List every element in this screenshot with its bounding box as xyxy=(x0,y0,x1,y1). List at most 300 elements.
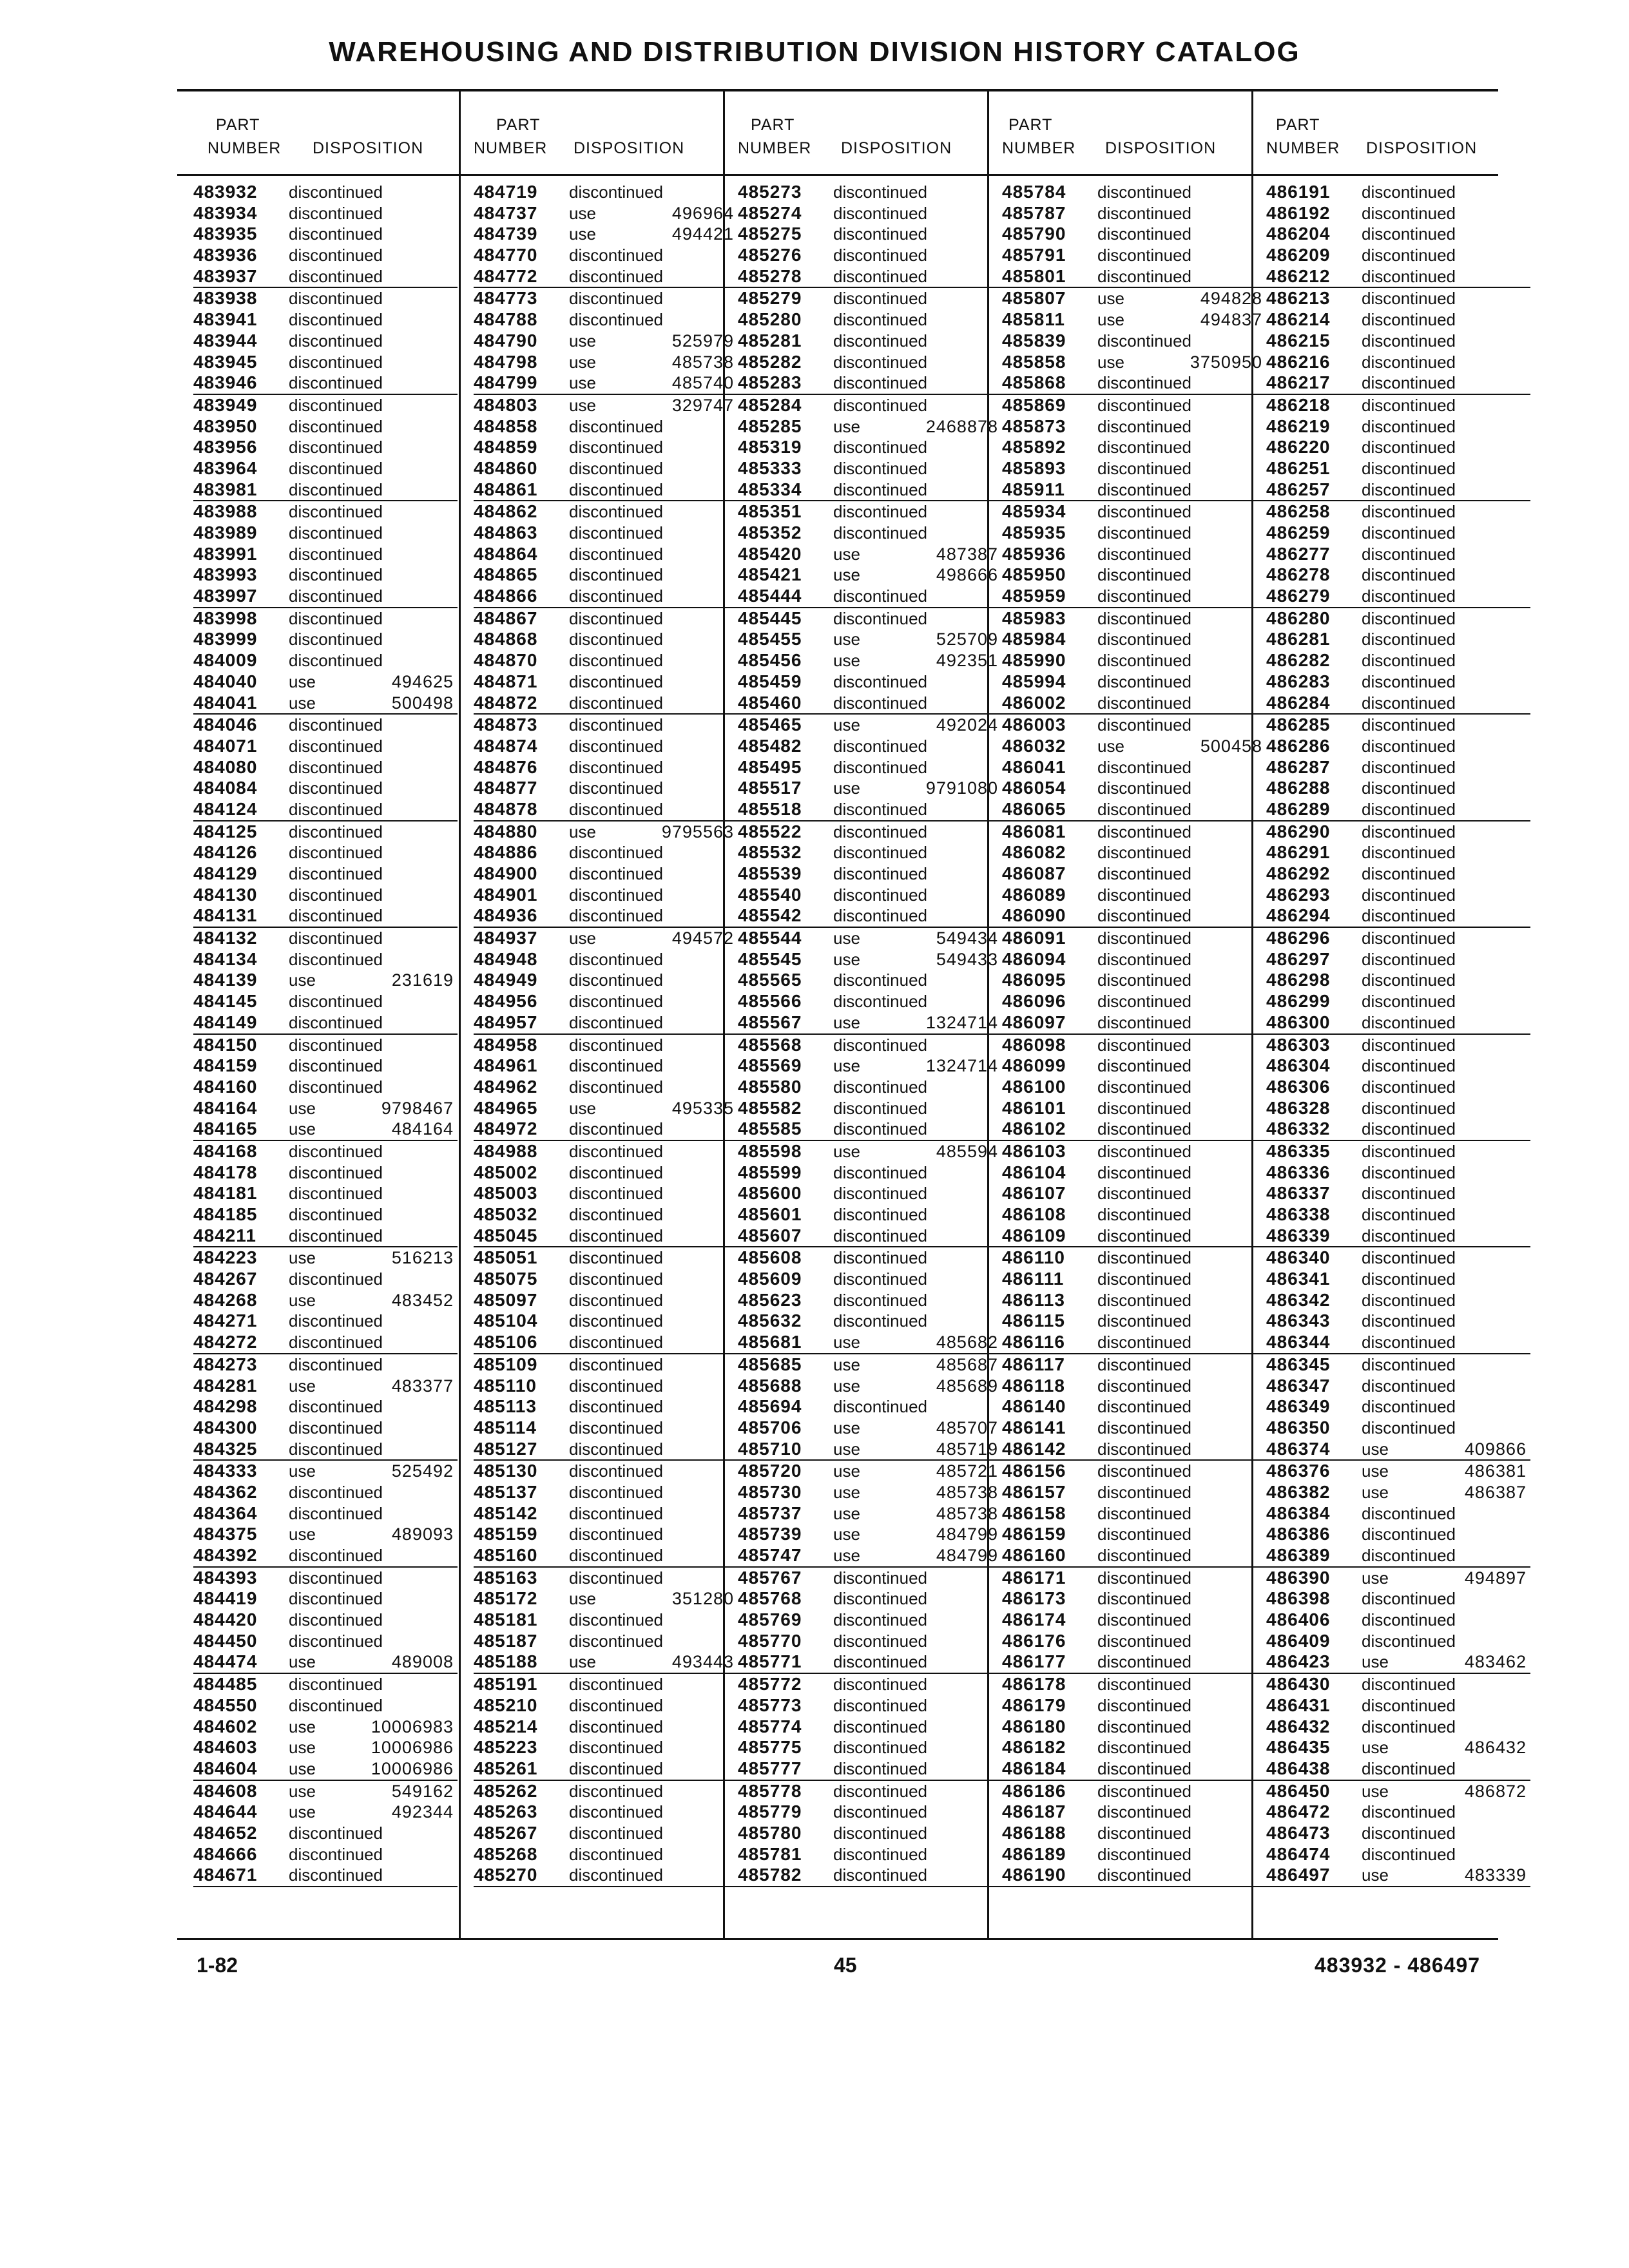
disposition: discontinued xyxy=(833,373,927,393)
catalog-entry xyxy=(738,1012,1002,1033)
part-number: 484602 xyxy=(193,1716,258,1736)
disposition: discontinued xyxy=(569,1844,663,1864)
catalog-entry xyxy=(474,1524,738,1545)
catalog-entry xyxy=(738,757,1002,778)
catalog-entry xyxy=(738,1439,1002,1460)
entry-group xyxy=(1266,1674,1530,1780)
replacement-part-number: 485594 xyxy=(936,1141,998,1161)
disposition: discontinued xyxy=(833,864,927,883)
disposition: discontinued xyxy=(569,671,663,691)
catalog-entry xyxy=(738,1503,1002,1524)
part-number: 484872 xyxy=(474,692,538,713)
disposition: discontinued xyxy=(289,586,383,606)
catalog-entry xyxy=(193,1396,458,1418)
entry-group xyxy=(1266,1461,1530,1567)
part-number: 486179 xyxy=(1002,1695,1066,1715)
catalog-entry xyxy=(193,970,458,991)
part-number: 484273 xyxy=(193,1354,258,1374)
disposition: discontinued xyxy=(1362,1162,1456,1182)
disposition-use: use xyxy=(1097,310,1124,330)
catalog-entry xyxy=(474,991,738,1012)
catalog-entry xyxy=(738,395,1002,416)
catalog-entry xyxy=(474,182,738,203)
part-number: 484392 xyxy=(193,1545,258,1565)
disposition: discontinued xyxy=(1097,1631,1191,1651)
disposition: discontinued xyxy=(833,1738,927,1758)
part-number: 485601 xyxy=(738,1204,802,1224)
disposition: discontinued xyxy=(289,1823,383,1843)
part-number: 486340 xyxy=(1266,1247,1331,1268)
catalog-entry xyxy=(193,182,458,203)
entry-group xyxy=(474,501,738,608)
catalog-entry xyxy=(1002,1674,1266,1695)
part-number: 483938 xyxy=(193,288,258,309)
part-number: 485003 xyxy=(474,1183,538,1204)
part-number: 485263 xyxy=(474,1802,538,1822)
entry-group xyxy=(193,1674,458,1780)
part-number: 485767 xyxy=(738,1567,802,1588)
part-number: 485811 xyxy=(1002,309,1065,330)
disposition: discontinued xyxy=(569,1077,663,1097)
catalog-entry xyxy=(474,1610,738,1631)
part-number: 483993 xyxy=(193,564,258,585)
part-number: 485075 xyxy=(474,1269,538,1289)
part-number: 486054 xyxy=(1002,778,1066,798)
disposition: discontinued xyxy=(289,1141,383,1161)
part-number: 486065 xyxy=(1002,798,1066,819)
disposition: discontinued xyxy=(569,757,663,777)
replacement-part-number: 485721 xyxy=(936,1461,998,1481)
catalog-entry xyxy=(474,479,738,501)
disposition: discontinued xyxy=(1362,1354,1456,1374)
part-number: 486290 xyxy=(1266,821,1331,841)
catalog-entry xyxy=(1002,1461,1266,1482)
part-number: 484126 xyxy=(193,842,258,863)
catalog-entry xyxy=(474,778,738,799)
part-number: 483932 xyxy=(193,182,258,202)
catalog-entry xyxy=(1266,1311,1530,1332)
catalog-entry xyxy=(474,245,738,266)
catalog-entry xyxy=(738,182,1002,203)
part-number: 483949 xyxy=(193,394,258,415)
entry-group xyxy=(1002,395,1266,501)
catalog-entry xyxy=(193,1865,458,1886)
part-number: 484790 xyxy=(474,330,538,351)
catalog-entry xyxy=(1266,1077,1530,1098)
disposition: discontinued xyxy=(1097,437,1191,457)
disposition: discontinued xyxy=(289,799,383,819)
disposition: discontinued xyxy=(1097,502,1191,522)
catalog-entry xyxy=(474,586,738,607)
catalog-entry xyxy=(738,1396,1002,1418)
part-number: 485137 xyxy=(474,1481,538,1502)
part-number: 485720 xyxy=(738,1461,802,1481)
catalog-entry xyxy=(1266,970,1530,991)
part-number: 485275 xyxy=(738,224,802,244)
catalog-entry xyxy=(1002,1545,1266,1566)
catalog-entry xyxy=(474,501,738,523)
disposition-use: use xyxy=(833,416,860,436)
disposition: discontinued xyxy=(1362,843,1456,863)
catalog-entry xyxy=(1002,799,1266,820)
disposition: discontinued xyxy=(289,608,383,628)
part-number: 484859 xyxy=(474,437,538,457)
disposition: discontinued xyxy=(289,1695,383,1715)
disposition: discontinued xyxy=(289,458,383,478)
catalog-entry xyxy=(1002,224,1266,245)
entry-group xyxy=(1266,1035,1530,1141)
catalog-entry xyxy=(738,1674,1002,1695)
catalog-entry xyxy=(1266,757,1530,778)
catalog-entry xyxy=(738,224,1002,245)
column-header xyxy=(474,90,738,173)
disposition: discontinued xyxy=(1097,1269,1191,1289)
disposition: discontinued xyxy=(1097,1781,1191,1801)
disposition: discontinued xyxy=(289,1184,383,1204)
disposition: discontinued xyxy=(569,1439,663,1459)
part-number: 484450 xyxy=(193,1630,258,1651)
disposition: discontinued xyxy=(833,502,927,522)
disposition: discontinued xyxy=(1362,778,1456,798)
disposition: discontinued xyxy=(1097,1248,1191,1268)
part-number: 486177 xyxy=(1002,1651,1066,1672)
catalog-entry xyxy=(1002,1376,1266,1397)
part-number: 485540 xyxy=(738,884,802,905)
catalog-entry xyxy=(193,1802,458,1823)
part-number: 484867 xyxy=(474,608,538,628)
disposition: discontinued xyxy=(833,1248,927,1268)
catalog-entry xyxy=(474,1332,738,1353)
disposition: discontinued xyxy=(1097,266,1191,286)
replacement-part-number: 483452 xyxy=(391,1290,454,1310)
entry-group xyxy=(474,928,738,1034)
catalog-column-3 xyxy=(738,90,1002,1885)
part-number: 485223 xyxy=(474,1737,538,1758)
catalog-entry xyxy=(193,1545,458,1566)
part-number: 485273 xyxy=(738,182,802,202)
part-number: 485737 xyxy=(738,1503,802,1523)
catalog-entry xyxy=(738,1183,1002,1204)
part-number: 484009 xyxy=(193,650,258,671)
catalog-entry xyxy=(738,1758,1002,1780)
catalog-entry xyxy=(1266,1674,1530,1695)
catalog-entry xyxy=(474,395,738,416)
part-number: 486091 xyxy=(1002,928,1066,948)
part-number: 484861 xyxy=(474,479,538,499)
disposition-use: use xyxy=(289,970,316,990)
disposition-use: use xyxy=(833,629,860,649)
part-number: 484719 xyxy=(474,182,538,202)
catalog-entry xyxy=(474,1269,738,1290)
part-number: 486192 xyxy=(1266,202,1331,223)
entry-group xyxy=(474,1781,738,1887)
part-number: 484957 xyxy=(474,1012,538,1032)
part-number: 485109 xyxy=(474,1354,538,1374)
replacement-part-number: 231619 xyxy=(391,970,454,990)
replacement-part-number: 351280 xyxy=(671,1589,734,1609)
entry-group xyxy=(1002,1781,1266,1887)
part-number: 484864 xyxy=(474,543,538,564)
disposition: discontinued xyxy=(833,266,927,286)
part-number: 484420 xyxy=(193,1610,258,1630)
part-number: 486336 xyxy=(1266,1162,1331,1182)
disposition: discontinued xyxy=(1097,1056,1191,1076)
part-number: 484139 xyxy=(193,970,258,990)
catalog-entry xyxy=(193,564,458,586)
catalog-entry xyxy=(193,1844,458,1865)
part-number: 485777 xyxy=(738,1758,802,1778)
part-number: 484041 xyxy=(193,692,258,713)
part-number: 486188 xyxy=(1002,1822,1066,1843)
catalog-entry xyxy=(1002,905,1266,927)
catalog-entry xyxy=(1002,564,1266,586)
disposition-use: use xyxy=(833,651,860,671)
disposition: discontinued xyxy=(289,885,383,905)
part-number: 486173 xyxy=(1002,1588,1066,1609)
disposition: discontinued xyxy=(1097,992,1191,1012)
part-number: 485807 xyxy=(1002,288,1066,309)
catalog-entry xyxy=(1002,372,1266,394)
disposition-use: use xyxy=(289,1738,316,1758)
disposition: discontinued xyxy=(1097,1311,1191,1331)
disposition: discontinued xyxy=(1362,1503,1456,1523)
entry-group xyxy=(738,928,1002,1034)
disposition: discontinued xyxy=(289,949,383,969)
catalog-entry xyxy=(193,1055,458,1077)
part-number: 485181 xyxy=(474,1610,538,1630)
replacement-part-number: 485738 xyxy=(671,352,734,372)
part-number: 485609 xyxy=(738,1269,802,1289)
part-number: 485267 xyxy=(474,1822,538,1843)
part-number: 486082 xyxy=(1002,842,1066,863)
disposition: discontinued xyxy=(1097,1844,1191,1864)
part-number: 486398 xyxy=(1266,1588,1331,1609)
part-number: 484666 xyxy=(193,1843,258,1864)
part-number: 485869 xyxy=(1002,394,1066,415)
catalog-entry xyxy=(474,1631,738,1652)
part-number: 486382 xyxy=(1266,1481,1331,1502)
catalog-entry xyxy=(474,629,738,650)
disposition: discontinued xyxy=(1097,1482,1191,1502)
disposition: discontinued xyxy=(289,1077,383,1097)
part-number: 484333 xyxy=(193,1461,258,1481)
catalog-entry xyxy=(193,650,458,671)
disposition-use: use xyxy=(833,544,860,564)
catalog-entry xyxy=(474,1162,738,1184)
catalog-entry xyxy=(474,1311,738,1332)
disposition: discontinued xyxy=(569,1758,663,1778)
catalog-entry xyxy=(193,671,458,693)
disposition: discontinued xyxy=(833,523,927,543)
disposition: discontinued xyxy=(1362,1524,1456,1544)
catalog-entry xyxy=(738,1204,1002,1225)
part-number: 484364 xyxy=(193,1503,258,1523)
disposition: discontinued xyxy=(1362,1248,1456,1268)
disposition: discontinued xyxy=(1362,352,1456,372)
entry-group xyxy=(1266,501,1530,608)
part-number: 485333 xyxy=(738,457,802,478)
part-number: 486213 xyxy=(1266,288,1331,309)
part-number: 485685 xyxy=(738,1354,802,1374)
replacement-part-number: 489008 xyxy=(391,1652,454,1672)
disposition: discontinued xyxy=(1362,671,1456,691)
disposition: discontinued xyxy=(1362,1141,1456,1161)
disposition: discontinued xyxy=(833,608,927,628)
disposition: discontinued xyxy=(569,586,663,606)
disposition: discontinued xyxy=(1097,1290,1191,1310)
catalog-entry xyxy=(1002,822,1266,843)
replacement-part-number: 485707 xyxy=(936,1418,998,1437)
part-number: 486406 xyxy=(1266,1610,1331,1630)
part-number: 486142 xyxy=(1002,1438,1066,1459)
part-number: 486158 xyxy=(1002,1503,1066,1523)
part-number: 486257 xyxy=(1266,479,1331,499)
part-number: 485420 xyxy=(738,543,802,564)
catalog-entry xyxy=(193,1674,458,1695)
disposition: discontinued xyxy=(1097,757,1191,777)
disposition: discontinued xyxy=(1097,1823,1191,1843)
catalog-entry xyxy=(1266,288,1530,309)
replacement-part-number: 485687 xyxy=(936,1354,998,1374)
catalog-entry xyxy=(1266,331,1530,352)
disposition: discontinued xyxy=(1362,1290,1456,1310)
catalog-entry xyxy=(738,1844,1002,1865)
disposition: discontinued xyxy=(833,1802,927,1822)
header-number: NUMBER xyxy=(474,139,548,157)
catalog-entry xyxy=(1002,501,1266,523)
catalog-entry xyxy=(1002,1439,1266,1460)
catalog-entry xyxy=(193,885,458,906)
part-number: 486345 xyxy=(1266,1354,1331,1374)
catalog-entry xyxy=(738,1802,1002,1823)
entry-group xyxy=(738,395,1002,501)
part-number: 486285 xyxy=(1266,715,1331,735)
catalog-entry xyxy=(1002,1737,1266,1758)
disposition-use: use xyxy=(569,1652,596,1672)
catalog-entry xyxy=(738,693,1002,714)
disposition: discontinued xyxy=(1097,651,1191,671)
catalog-entry xyxy=(474,905,738,927)
part-number: 486098 xyxy=(1002,1034,1066,1055)
catalog-entry xyxy=(738,1716,1002,1738)
catalog-entry xyxy=(738,458,1002,479)
catalog-entry xyxy=(1002,1781,1266,1802)
replacement-part-number: 492024 xyxy=(936,715,998,735)
part-number: 485032 xyxy=(474,1204,538,1224)
part-number: 486108 xyxy=(1002,1204,1066,1224)
disposition: discontinued xyxy=(1097,373,1191,393)
disposition-use: use xyxy=(1362,1568,1389,1588)
disposition: discontinued xyxy=(1362,928,1456,948)
catalog-entry xyxy=(474,1758,738,1780)
part-number: 484671 xyxy=(193,1865,258,1885)
catalog-entry xyxy=(193,693,458,714)
disposition-use: use xyxy=(833,1524,860,1544)
catalog-entry xyxy=(1266,479,1530,501)
entry-group xyxy=(1002,1035,1266,1141)
catalog-entry xyxy=(738,586,1002,607)
catalog-entry xyxy=(474,1588,738,1610)
disposition-use: use xyxy=(833,1546,860,1565)
catalog-entry xyxy=(474,309,738,331)
catalog-entry xyxy=(1002,352,1266,373)
entry-group xyxy=(738,608,1002,715)
replacement-part-number: 1324714 xyxy=(925,1056,998,1076)
disposition: discontinued xyxy=(289,1225,383,1245)
disposition: discontinued xyxy=(1362,1802,1456,1822)
disposition: discontinued xyxy=(1362,992,1456,1012)
part-number: 484772 xyxy=(474,265,538,286)
part-number: 486174 xyxy=(1002,1610,1066,1630)
catalog-entry xyxy=(1002,757,1266,778)
header-part: PART xyxy=(496,116,541,134)
entry-group xyxy=(738,1568,1002,1674)
catalog-entry xyxy=(738,991,1002,1012)
catalog-entry xyxy=(738,1077,1002,1098)
entry-group xyxy=(1002,1354,1266,1461)
catalog-entry xyxy=(1002,629,1266,650)
disposition: discontinued xyxy=(1362,203,1456,223)
replacement-part-number: 9791080 xyxy=(925,778,998,798)
disposition: discontinued xyxy=(833,352,927,372)
catalog-entry xyxy=(1002,650,1266,671)
disposition: discontinued xyxy=(1362,1823,1456,1843)
column-rows xyxy=(1266,182,1530,1887)
entry-group xyxy=(1002,1568,1266,1674)
disposition: discontinued xyxy=(569,1610,663,1630)
part-number: 485160 xyxy=(474,1545,538,1565)
catalog-entry xyxy=(738,416,1002,437)
part-number: 484880 xyxy=(474,821,538,841)
part-number: 484948 xyxy=(474,948,538,969)
part-number: 486107 xyxy=(1002,1183,1066,1204)
part-number: 486182 xyxy=(1002,1737,1066,1758)
disposition: discontinued xyxy=(1097,1035,1191,1055)
part-number: 485130 xyxy=(474,1461,538,1481)
disposition: discontinued xyxy=(1097,1354,1191,1374)
catalog-entry xyxy=(474,1290,738,1311)
disposition: discontinued xyxy=(833,1119,927,1139)
catalog-entry xyxy=(1002,1247,1266,1269)
catalog-entry xyxy=(474,1865,738,1886)
part-number: 486335 xyxy=(1266,1140,1331,1161)
part-number: 484132 xyxy=(193,928,258,948)
catalog-entry xyxy=(1266,1631,1530,1652)
disposition: discontinued xyxy=(1362,864,1456,883)
catalog-entry xyxy=(474,1225,738,1247)
entry-group xyxy=(474,288,738,394)
part-number: 484873 xyxy=(474,715,538,735)
disposition-use: use xyxy=(289,1781,316,1801)
replacement-part-number: 329747 xyxy=(671,395,734,415)
disposition: discontinued xyxy=(833,1865,927,1885)
part-number: 486102 xyxy=(1002,1119,1066,1139)
part-number: 485284 xyxy=(738,394,802,415)
disposition: discontinued xyxy=(569,1205,663,1224)
header-number: NUMBER xyxy=(207,139,282,157)
part-number: 484901 xyxy=(474,884,538,905)
part-number: 484965 xyxy=(474,1097,538,1118)
part-number: 486349 xyxy=(1266,1396,1331,1417)
catalog-entry xyxy=(738,1695,1002,1716)
catalog-entry xyxy=(1266,736,1530,757)
catalog-entry xyxy=(738,1865,1002,1886)
entry-group xyxy=(1002,1674,1266,1780)
disposition: discontinued xyxy=(569,1503,663,1523)
disposition: discontinued xyxy=(1362,1184,1456,1204)
catalog-entry xyxy=(193,416,458,437)
catalog-entry xyxy=(1266,885,1530,906)
